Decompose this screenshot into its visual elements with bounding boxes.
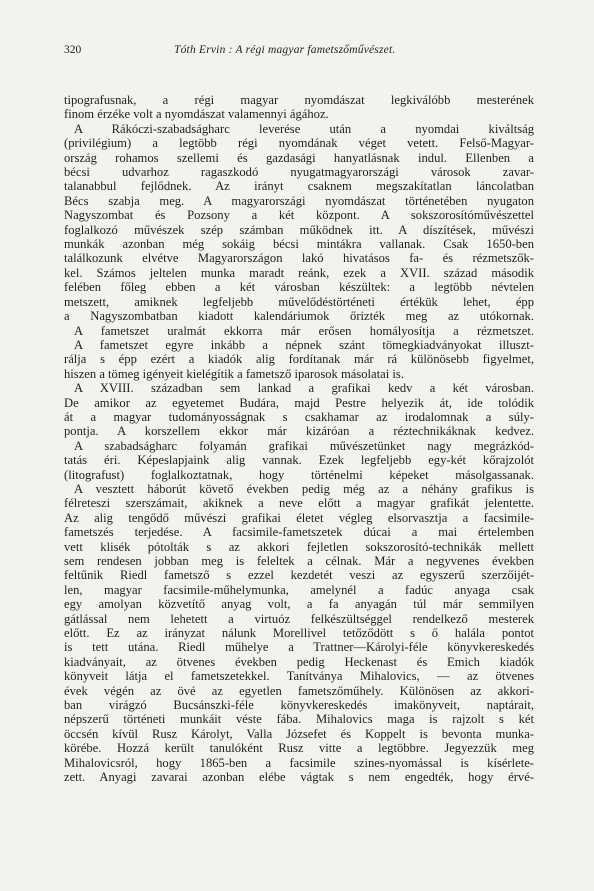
text-line: könyveit látja el fametszetekkel. Tanítványa Mihalovics, — az ötvenes <box>64 669 534 684</box>
text-line: Mihalovicsról, hogy 1865-ben a facsimile szines-nyomással is kísérlete- <box>64 755 534 770</box>
text-line: felében főleg ebben a két városban készültek: a legtöbb névtelen <box>64 280 534 295</box>
running-header <box>64 44 532 62</box>
text-line: A Rákóczi-szabadságharc leverése után a nyomdai kiváltság <box>74 121 534 136</box>
text-line: körébe. Hozzá került tanulóként Rusz vitte a legtöbbre. Jegyezzük meg <box>64 741 534 756</box>
text-line: tipografusnak, a régi magyar nyomdászat legkiválóbb mesterének <box>64 93 534 107</box>
text-line: ban virágzó Bucsánszki-féle könyvkereskedés imakönyveit, naptárait, <box>64 698 534 713</box>
text-line: hiszen a tömeg igényeit kielégítik a fametsző iparosok másolatai is. <box>64 366 404 381</box>
running-title: Tóth Ervin : A régi magyar fametszőművészet. <box>174 44 396 56</box>
text-line: vett klisék pótolták s az akkori fejletlen sokszorosító-technikák mellett <box>64 539 534 554</box>
text-line: finom érzéke volt a nyomdászat valamennyi ágához. <box>64 107 329 122</box>
text-line: A vesztett háborút követő években pedig még az a néhány grafikus is <box>74 481 534 496</box>
body-text <box>64 93 534 785</box>
text-line: A XVIII. században sem lankad a grafikai kedv a két városban. <box>74 381 534 396</box>
text-line: kiadványait, az ötvenes években pedig Heckenast és Emich kiadók <box>64 654 534 669</box>
text-line: A fametszet egyre inkább a népnek szánt tömegkiadványokat illuszt- <box>74 337 534 352</box>
text-line: félreteszi szerszámait, akiknek a neve előtt a magyar grafikát jelentette. <box>64 496 534 511</box>
text-line: ország rohamos szellemi és gazdasági hanyatlásnak indul. Ellenben a <box>64 150 534 165</box>
text-line: (privilégium) a legtöbb régi nyomdának véget vetett. Felső-Magyar- <box>64 136 534 151</box>
text-line: találkozunk elvétve Magyarországon lakó hivatásos fa- és rézmetszők- <box>64 251 534 266</box>
text-line: rálja s épp ezért a kiadók alig fordítanak már rá különösebb figyelmet, <box>64 352 534 367</box>
text-line: tatás éri. Képeslapjaink alig vannak. Ezek legfeljebb egy-két kőrajzolót <box>64 453 534 468</box>
text-line: foglalkozó művészek szép számban működnek itt. A díszítések, művészi <box>64 222 534 237</box>
text-line: pontja. A korszellem ekkor már kizáróan a réztechnikáknak kedvez. <box>64 424 534 439</box>
text-line: Az alig tengődő művészi grafikai életet végleg elsorvasztja a facsimile- <box>64 510 534 525</box>
text-line: gátlással nem lehetett a virtuóz felkészültséggel rendelkező mesterek <box>64 611 534 626</box>
text-line: bécsi udvarhoz ragaszkodó nyugatmagyarországi városok zavar- <box>64 165 534 180</box>
text-line: zett. Anyagi zavarai azonban elébe vágtak s nem engedték, hogy érvé- <box>64 770 534 785</box>
text-line: is tett utána. Riedl műhelye a Trattner—Károlyi-féle könyvkereskedés <box>64 640 534 655</box>
text-line: kel. Számos jeltelen munka maradt reánk, ezek a XVII. század második <box>64 265 534 280</box>
text-line: Nagyszombat és Pozsony a két központ. A sokszorosítóművészettel <box>64 208 534 223</box>
text-line: (litografust) foglalkoztatnak, hogy történelmi képeket másolgassanak. <box>64 467 534 482</box>
text-line: De amikor az egyetemet Budára, majd Pestre helyezik át, ide tolódik <box>64 395 534 410</box>
text-line: népszerű történeti munkáit véste fába. Mihalovics maga is rajzolt s két <box>64 712 534 727</box>
text-line: len, magyar facsimile-műhelymunka, amelynél a fadúc anyaga csak <box>64 582 534 597</box>
page-number: 320 <box>64 44 82 56</box>
text-line: sem rendesen jobban meg is feleltek a célnak. Már a negyvenes években <box>64 554 534 568</box>
text-line: évek végén az övé az egyetlen fametszőműhely. Különösen az akkori- <box>64 683 534 698</box>
text-line: A szabadságharc folyamán grafikai művészetünket nagy megrázkód- <box>74 438 534 453</box>
text-line: A fametszet uralmát ekkorra már erősen homályosítja a rézmetszet. <box>74 323 534 338</box>
text-line: előtt. Ez az irányzat nálunk Morellivel tetőződött s ő halála pontot <box>64 626 534 641</box>
text-line: feltűnik Riedl fametsző s ezzel kezdetét veszi az egyszerű szerzőijét- <box>64 568 534 583</box>
text-line: talanabbul fejlődnek. Az irányt csaknem megszakítatlan láncolatban <box>64 179 534 194</box>
text-line: fametszés terjedése. A facsimile-fametszetek dúcai a mai értelemben <box>64 525 534 540</box>
text-line: Bécs szabja meg. A magyarországi nyomdászat történetében nyugaton <box>64 193 534 208</box>
text-line: át a magyar tudományosságnak s csakhamar az irodalomnak a súly- <box>64 409 534 424</box>
text-line: a Nagyszombatban kiadott kalendáriumok őrizték meg az utókornak. <box>64 309 534 324</box>
text-line: egy amolyan közvetítő anyag volt, a fa anyagán túl már semmilyen <box>64 597 534 612</box>
text-line: öccsén kívül Rusz Károlyt, Valla Józsefet és Koppelt is bevonta munka- <box>64 726 534 741</box>
text-line: munkák azonban még sokáig bécsi mintákra vallanak. Csak 1650-ben <box>64 237 534 252</box>
text-line: metszett, amiknek legfeljebb művelődéstörténeti értékük lehet, épp <box>64 294 534 309</box>
